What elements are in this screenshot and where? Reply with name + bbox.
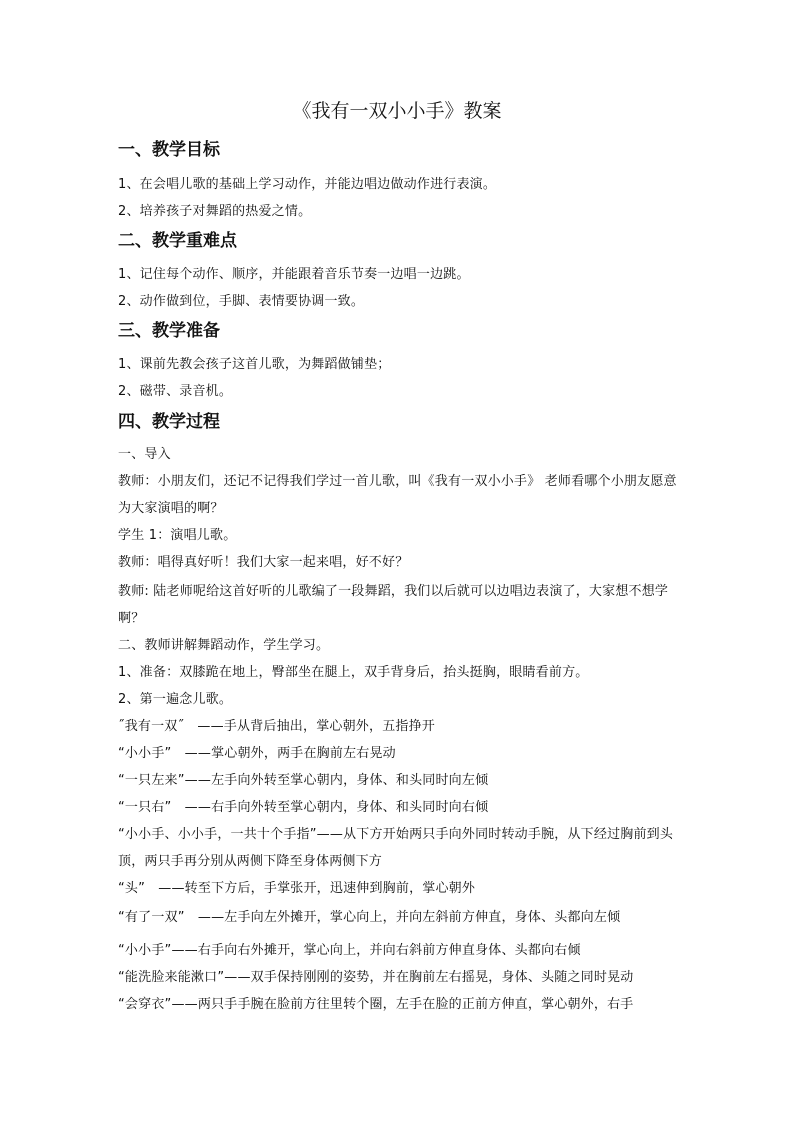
paragraph-line: 1、记住每个动作、顺序，并能跟着音乐节奏一边唱一边跳。 (118, 267, 470, 282)
paragraph-line: “头” ——转至下方后，手掌张开，迅速伸到胸前，掌心朝外 (118, 881, 476, 896)
paragraph-line: 一、导入 (118, 447, 171, 462)
paragraph-line: 学生 1：演唱儿歌。 (118, 528, 237, 543)
paragraph-line: “一只左来”——左手向外转至掌心朝内，身体、和头同时向左倾 (118, 773, 489, 788)
paragraph-line: 教师: 陆老师呢给这首好听的儿歌编了一段舞蹈，我们以后就可以边唱边表演了，大家想不想学啊？ (118, 584, 669, 626)
paragraph-line: ˝我有一双˝ ——手从背后抽出，掌心朝外，五指挣开 (118, 719, 436, 734)
document-title: 《我有一双小小手》教案 (292, 100, 502, 122)
paragraph-line: 1、课前先教会孩子这首儿歌，为舞蹈做铺垫； (118, 357, 391, 372)
paragraph-line: 2、磁带、录音机。 (118, 384, 233, 399)
paragraph-line: 1、准备：双膝跪在地上，臀部坐在腿上，双手背身后，抬头挺胸，眼睛看前方。 (118, 665, 589, 680)
paragraph-line: 2、动作做到位，手脚、表情要协调一致。 (118, 294, 365, 309)
section-heading-preparation: 三、教学准备 (118, 321, 220, 341)
paragraph-line: 2、培养孩子对舞蹈的热爱之情。 (118, 204, 312, 219)
paragraph-line: “会穿衣”——两只手手腕在脸前方往里转个圈，左手在脸的正前方伸直，掌心朝外，右手 (118, 997, 634, 1012)
paragraph-line: “能洗脸来能漱口”——双手保持刚刚的姿势，并在胸前左右摇晃，身体、头随之同时晃动 (118, 970, 634, 985)
paragraph-line: “小小手、小小手，一共十个手指”——从下方开始两只手向外同时转动手腕，从下经过胸前到头顶，两只手再分别从两侧下降至身体两侧下方 (118, 827, 674, 869)
paragraph-line: “小小手”——右手向右外摊开，掌心向上，并向右斜前方伸直身体、头都向右倾 (118, 943, 581, 958)
section-heading-process: 四、教学过程 (118, 412, 220, 432)
paragraph-line: “一只右” ——右手向外转至掌心朝内，身体、和头同时向右倾 (118, 800, 489, 815)
paragraph-line: 2、第一遍念儿歌。 (118, 692, 233, 707)
section-heading-objectives: 一、教学目标 (118, 140, 220, 160)
paragraph-line: 1、在会唱儿歌的基础上学习动作，并能边唱边做动作进行表演。 (118, 177, 497, 192)
paragraph-line: 教师：小朋友们，还记不记得我们学过一首儿歌，叫《我有一双小小手》 老师看哪个小朋友愿意为大家演唱的啊？ (118, 474, 677, 516)
paragraph-line: 教师：唱得真好听！我们大家一起来唱，好不好？ (118, 555, 409, 570)
paragraph-line: “小小手” ——掌心朝外，两手在胸前左右晃动 (118, 746, 396, 761)
paragraph-line: “有了一双” ——左手向左外摊开，掌心向上，并向左斜前方伸直，身体、头都向左倾 (118, 910, 621, 925)
section-heading-key-points: 二、教学重难点 (118, 231, 237, 251)
paragraph-line: 二、教师讲解舞蹈动作，学生学习。 (118, 638, 330, 653)
